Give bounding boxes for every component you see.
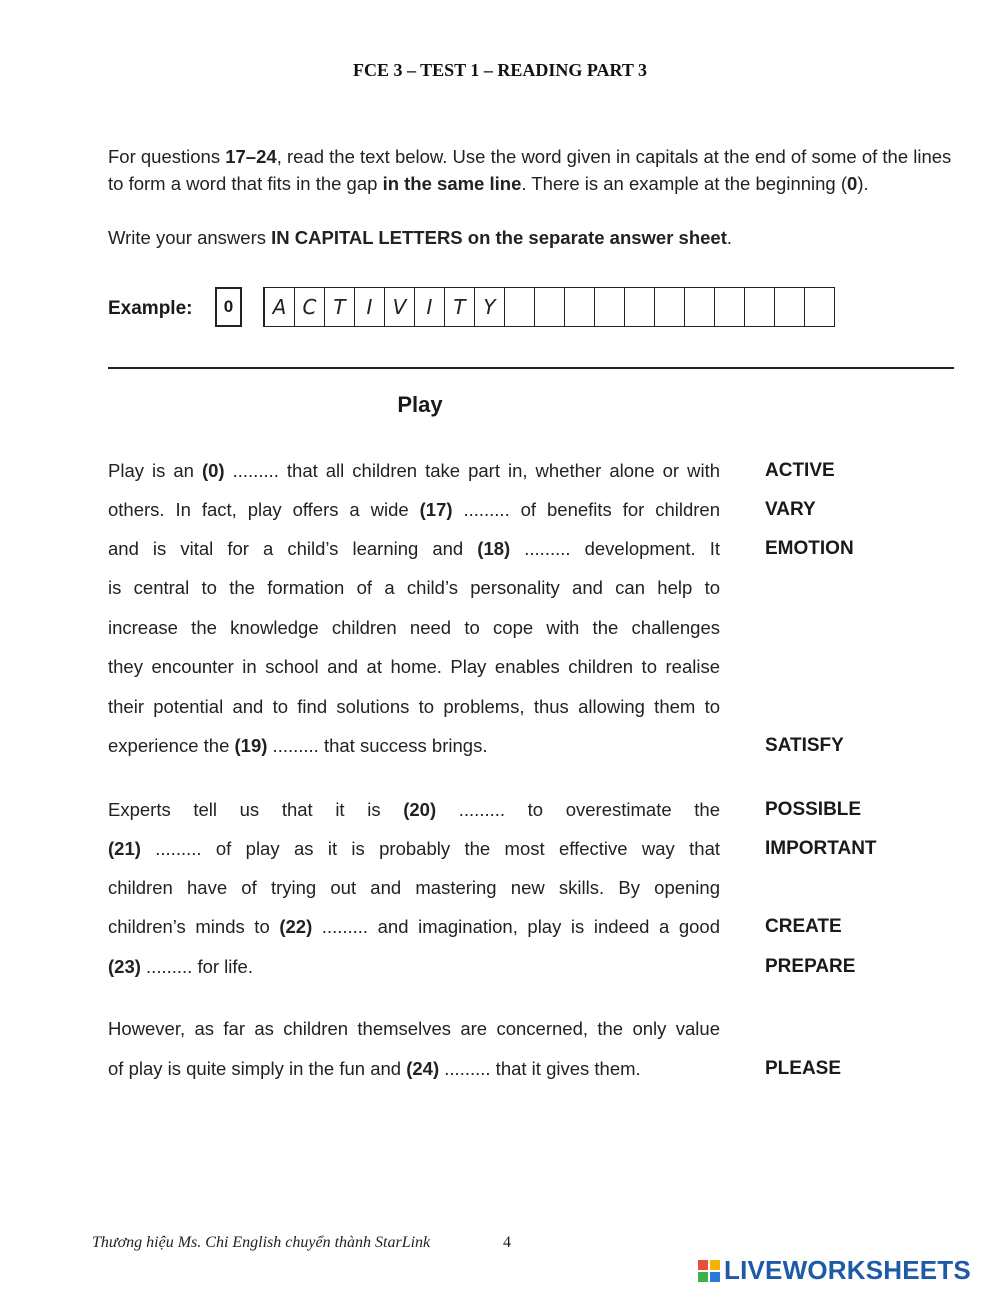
passage-text: ......... development. It: [510, 538, 721, 559]
gap-number: (17): [419, 499, 453, 520]
example-answer-grid: [263, 287, 835, 327]
logo-square: [710, 1272, 720, 1282]
example-letter-cell: [715, 287, 745, 327]
instr-text: ).: [857, 173, 869, 194]
example-letter-cell: [505, 287, 535, 327]
example-label: Example:: [108, 298, 193, 319]
passage-text: Experts tell us that it is: [108, 799, 404, 820]
example-letter-cell: C: [295, 287, 325, 327]
passage-text: ......... of play as it is probably the most effective way that: [140, 838, 720, 859]
example-letter-cell: Y: [475, 287, 505, 327]
passage-line: [108, 537, 720, 561]
example-letter-cell: [565, 287, 595, 327]
passage-text: ......... that all children take part in, whether alone or with: [224, 460, 720, 481]
example-letter-cell: [745, 287, 775, 327]
divider: [108, 367, 954, 369]
passage-text: experience the: [108, 735, 235, 756]
example-letter-cell: V: [385, 287, 415, 327]
instr-emphasis: IN CAPITAL LETTERS on the separate answer sheet: [271, 227, 727, 248]
passage-text: and is vital for a child’s learning and: [108, 538, 478, 559]
passage-text: they encounter in school and at home. Play enables children to realise: [108, 656, 720, 677]
logo-square: [710, 1260, 720, 1270]
gap-number: (23): [108, 956, 141, 977]
passage-line: [108, 459, 720, 483]
passage-text: of play is quite simply in the fun and: [108, 1058, 407, 1079]
passage-text: Play is an: [108, 460, 202, 481]
example-letter-cell: T: [325, 287, 355, 327]
passage-text: ......... of benefits for children: [452, 499, 721, 520]
logo-square: [698, 1272, 708, 1282]
liveworksheets-logo-icon: [698, 1260, 720, 1282]
keyword-please: PLEASE: [765, 1058, 842, 1079]
example-letter-cell: A: [265, 287, 295, 327]
passage-text: children’s minds to: [108, 916, 280, 937]
example-letter-cell: I: [415, 287, 445, 327]
example-letter-cell: [655, 287, 685, 327]
passage-text: is central to the formation of a child’s personality and can help to: [108, 577, 720, 598]
keyword-prepare: PREPARE: [765, 956, 856, 977]
instr-emphasis: in the same line: [382, 173, 522, 194]
passage-title: Play: [397, 392, 443, 417]
keyword-emotion: EMOTION: [765, 538, 854, 559]
liveworksheets-logo: [698, 1255, 971, 1286]
gap-number: (19): [234, 735, 268, 756]
logo-square: [698, 1260, 708, 1270]
example-letter-cell: [535, 287, 565, 327]
keyword-create: CREATE: [765, 916, 842, 937]
example-letter-cell: [625, 287, 655, 327]
worksheet-heading: FCE 3 – TEST 1 – READING PART 3: [352, 60, 648, 80]
example-letter-cell: [595, 287, 625, 327]
example-letter-cell: I: [355, 287, 385, 327]
instructions-paragraph-2: [108, 224, 968, 251]
instr-text: . There is an example at the beginning (: [521, 173, 848, 194]
liveworksheets-logo-text: LIVEWORKSHEETS: [724, 1255, 971, 1285]
passage-line: [108, 734, 720, 758]
passage-line: [108, 915, 720, 939]
example-letter-cell: [685, 287, 715, 327]
passage-text: ......... to overestimate the: [436, 799, 720, 820]
instr-example-number: 0: [847, 173, 858, 194]
passage-line: [108, 837, 720, 861]
passage-text: ......... for life.: [140, 956, 253, 977]
instr-question-range: 17–24: [225, 146, 277, 167]
passage-text: ......... that it gives them.: [439, 1058, 641, 1079]
passage-text: ......... that success brings.: [267, 735, 488, 756]
passage-line: [108, 498, 720, 522]
passage-line: [108, 576, 720, 600]
passage-line: [108, 955, 720, 979]
passage-line: [108, 616, 720, 640]
passage-text: children have of trying out and mastering new skills. By opening: [108, 877, 720, 898]
gap-number: (22): [279, 916, 313, 937]
example-letter-cell: T: [445, 287, 475, 327]
example-letter-cell: [775, 287, 805, 327]
passage-text: However, as far as children themselves are concerned, the only value: [108, 1018, 720, 1039]
passage-line: [108, 876, 720, 900]
passage-line: [108, 1057, 720, 1081]
gap-number: (21): [108, 838, 141, 859]
passage-text: increase the knowledge children need to cope with the challenges: [108, 617, 720, 638]
keyword-vary: VARY: [765, 499, 816, 520]
footer-brand-text: Thương hiệu Ms. Chi English chuyển thành StarLink: [92, 1234, 431, 1251]
passage-line: [108, 695, 720, 719]
instr-text: For questions: [108, 146, 226, 167]
keyword-important: IMPORTANT: [765, 838, 877, 859]
passage-text: their potential and to find solutions to problems, thus allowing them to: [108, 696, 720, 717]
gap-number: (18): [477, 538, 511, 559]
instructions-paragraph-1: [108, 143, 968, 197]
instr-text: .: [726, 227, 733, 248]
passage-line: [108, 798, 720, 822]
passage-line: [108, 1017, 720, 1041]
page-number: 4: [503, 1234, 511, 1251]
keyword-active: ACTIVE: [765, 460, 835, 481]
gap-number: (24): [406, 1058, 440, 1079]
passage-text: others. In fact, play offers a wide: [108, 499, 420, 520]
gap-number: (0): [201, 460, 225, 481]
passage-text: ......... and imagination, play is indeed a good: [312, 916, 721, 937]
keyword-possible: POSSIBLE: [765, 799, 862, 820]
example-letter-cell: [805, 287, 835, 327]
example-number-box: 0: [215, 287, 242, 327]
instr-text: , read the text below. Use the word given in capitals at the end of some of the lines to form a word that fits in the gap: [108, 146, 952, 194]
instr-text: Write your answers: [108, 227, 272, 248]
passage-line: [108, 655, 720, 679]
keyword-satisfy: SATISFY: [765, 735, 844, 756]
gap-number: (20): [403, 799, 437, 820]
